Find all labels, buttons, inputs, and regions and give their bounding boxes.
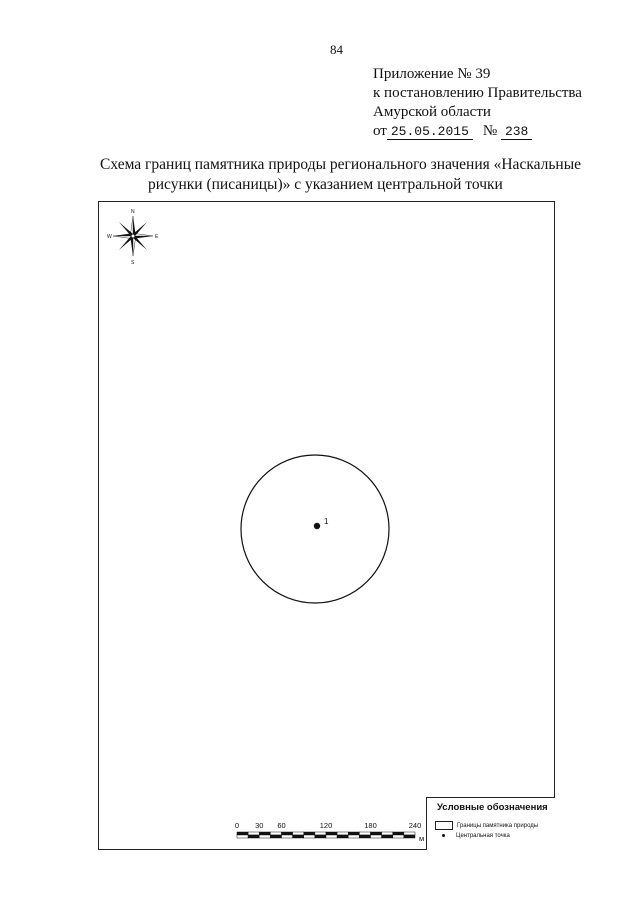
scale-segment — [337, 832, 348, 835]
legend-point-symbol — [442, 834, 445, 837]
scale-segment — [393, 832, 404, 835]
scale-tick-label: 120 — [319, 821, 333, 830]
scale-segment — [293, 832, 304, 835]
scale-tick-label: 30 — [255, 821, 264, 830]
central-point-label: 1 — [324, 517, 329, 526]
compass-north-label: N — [131, 209, 135, 215]
page-number: 84 — [330, 42, 343, 57]
scale-segment — [282, 832, 293, 835]
legend-boundary-label: Границы памятника природы — [457, 823, 539, 830]
monument-boundary — [241, 455, 389, 603]
compass-south-label: S — [131, 260, 135, 266]
scale-tick-label: 240 — [408, 821, 422, 830]
number-prefix: № — [482, 123, 498, 139]
scale-segment — [359, 835, 370, 838]
scale-segment — [259, 835, 270, 838]
annex-date-line — [373, 122, 582, 141]
scale-segment — [382, 835, 393, 838]
decree-date: 25.05.2015 — [387, 124, 473, 140]
title-line-1: Схема границ памятника природы регионального значения «Наскальные — [100, 156, 582, 173]
scale-bar-segments — [237, 832, 415, 838]
map-frame — [98, 201, 555, 850]
compass-east-label: E — [155, 234, 159, 240]
scale-segment — [270, 832, 281, 835]
scale-segment — [326, 835, 337, 838]
compass-rose-icon — [113, 216, 153, 256]
legend-item-point — [435, 833, 510, 839]
document-title — [100, 155, 590, 195]
legend-title: Условные обозначения — [437, 802, 548, 813]
scale-tick-label: 0 — [234, 821, 240, 830]
scale-segment — [248, 835, 259, 838]
scale-segment — [304, 832, 315, 835]
scale-segment — [404, 835, 415, 838]
scale-segment — [348, 832, 359, 835]
scale-segment — [237, 832, 248, 835]
scale-segment — [371, 835, 382, 838]
scale-segment — [315, 832, 326, 835]
scale-segment — [282, 835, 293, 838]
scale-segment — [404, 832, 415, 835]
title-line-2: рисунки (писаницы)» с указанием центральной точки — [148, 176, 503, 193]
scale-segment — [304, 835, 315, 838]
scale-tick-label: 60 — [277, 821, 286, 830]
scale-bar — [235, 821, 424, 843]
scale-segment — [382, 832, 393, 835]
scale-segment — [371, 832, 382, 835]
central-point — [314, 523, 320, 529]
scale-bar-unit: м — [419, 834, 425, 843]
legend-point-label: Центральная точка — [456, 833, 510, 839]
scale-segment — [359, 832, 370, 835]
scale-segment — [348, 835, 359, 838]
scale-segment — [326, 832, 337, 835]
annex-header — [373, 65, 582, 141]
legend-boundary-swatch — [435, 821, 453, 830]
compass-west-label: W — [107, 234, 112, 240]
date-prefix: от — [373, 123, 387, 139]
scale-segment — [270, 835, 281, 838]
annex-decree: к постановлению Правительства — [373, 85, 582, 101]
annex-region: Амурской области — [373, 104, 491, 120]
map-canvas — [99, 202, 554, 849]
scale-segment — [393, 835, 404, 838]
scale-segment — [237, 835, 248, 838]
scale-segment — [259, 832, 270, 835]
scale-bar-ticks — [235, 821, 421, 830]
decree-number: 238 — [501, 124, 532, 140]
annex-number: Приложение № 39 — [373, 66, 491, 82]
scale-segment — [337, 835, 348, 838]
scale-segment — [248, 832, 259, 835]
legend-item-boundary — [435, 821, 538, 830]
scale-segment — [293, 835, 304, 838]
scale-segment — [315, 835, 326, 838]
map-legend — [426, 797, 555, 850]
scale-tick-label: 180 — [364, 821, 377, 830]
